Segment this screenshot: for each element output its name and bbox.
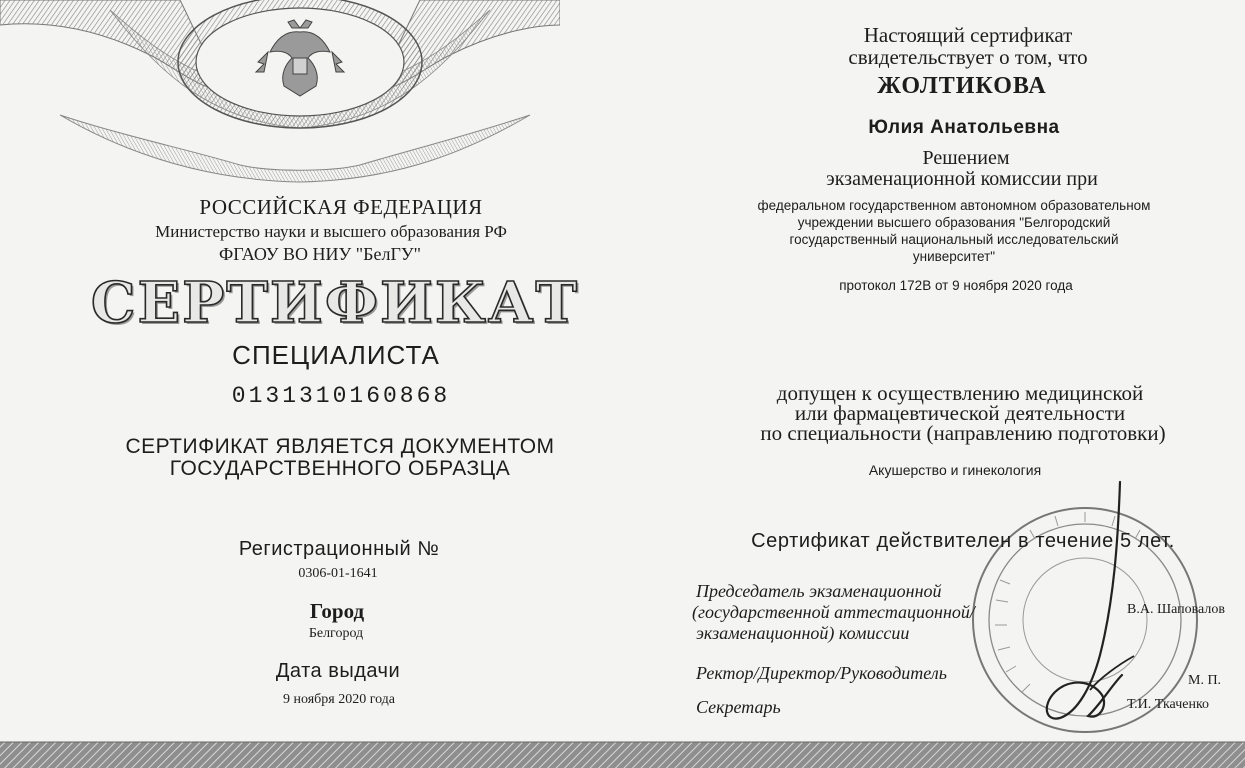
validity-statement: Сертификат действителен в течение 5 лет. (751, 530, 1175, 552)
state-document-line2: ГОСУДАРСТВЕННОГО ОБРАЗЦА (169, 457, 511, 480)
holder-given-names: Юлия Анатольевна (868, 117, 1060, 138)
institution-line4: университет" (912, 249, 996, 264)
certificate-number: 0131310160868 (231, 383, 451, 409)
university-name: ФГАОУ ВО НИУ "БелГУ" (219, 244, 421, 264)
institution-line1: федеральном государственном автономном образовательном (757, 198, 1151, 213)
chair-name: В.А. Шаповалов (1127, 602, 1225, 617)
certificate-title: СЕРТИФИКАТ (90, 270, 580, 336)
admitted-line3: по специальности (направлению подготовки) (760, 421, 1166, 445)
guilloche-bottom-band (0, 738, 1245, 768)
decision-line2: экзаменационной комиссии при (826, 168, 1098, 190)
chair-label-line3: экзаменационной) комиссии (696, 623, 910, 643)
issue-date-label: Дата выдачи (275, 660, 401, 682)
stamp-place-mark: М. П. (1188, 673, 1222, 688)
handwritten-signature (1030, 480, 1140, 740)
registration-number: 0306-01-1641 (298, 566, 378, 581)
secretary-label: Секретарь (696, 697, 781, 717)
chair-label-line2: (государственной аттестационной/ (692, 602, 975, 622)
issue-date-value: 9 ноября 2020 года (282, 692, 396, 707)
country-heading: РОССИЙСКАЯ ФЕДЕРАЦИЯ (199, 195, 483, 219)
institution-line3: государственный национальный исследовательский (789, 232, 1119, 247)
holder-surname: ЖОЛТИКОВА (877, 73, 1047, 99)
protocol-line: протокол 172В от 9 ноября 2020 года (839, 278, 1073, 293)
decision-line1: Решением (922, 147, 1010, 169)
secretary-name: Т.И. Ткаченко (1127, 697, 1210, 712)
registration-label: Регистрационный № (238, 538, 440, 560)
city-value: Белгород (308, 626, 364, 641)
intro-line2: свидетельствует о том, что (848, 45, 1088, 69)
institution-line2: учреждении высшего образования "Белгородский (797, 215, 1111, 230)
certificate-subtitle: СПЕЦИАЛИСТА (232, 340, 440, 370)
rector-label: Ректор/Директор/Руководитель (696, 663, 947, 683)
specialty-name: Акушерство и гинекология (868, 462, 1042, 478)
state-document-line1: СЕРТИФИКАТ ЯВЛЯЕТСЯ ДОКУМЕНТОМ (125, 435, 555, 458)
intro-line1: Настоящий сертификат (863, 23, 1073, 47)
chair-label-line1: Председатель экзаменационной (696, 581, 942, 601)
ministry-name: Министерство науки и высшего образования РФ (155, 222, 507, 241)
admitted-line2: или фармацевтической деятельности (794, 401, 1126, 425)
admitted-line1: допущен к осуществлению медицинской (776, 381, 1144, 405)
city-label: Город (309, 599, 365, 623)
guilloche-header-ornament (0, 0, 560, 185)
